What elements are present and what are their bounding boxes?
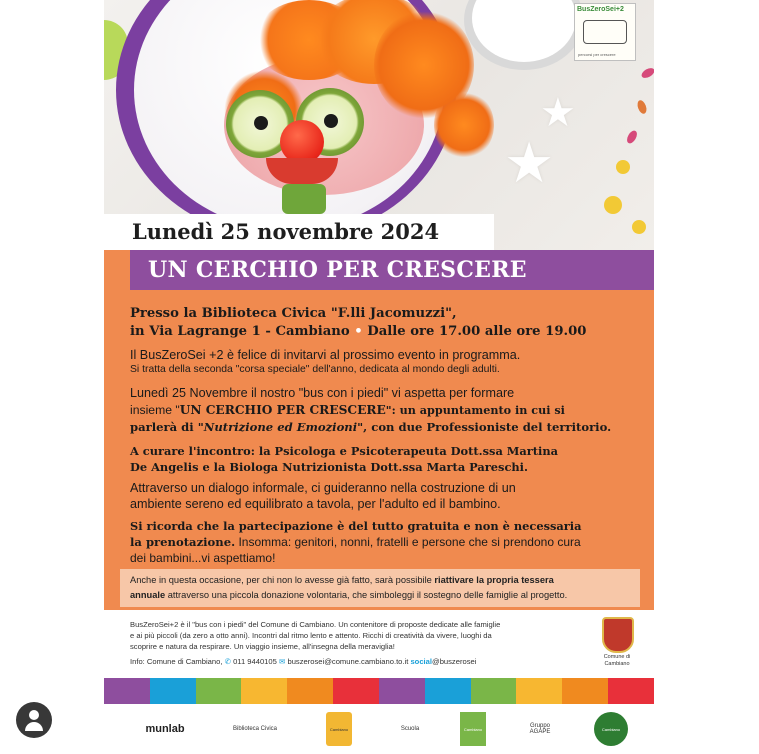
munlab-logo <box>130 712 200 746</box>
petal-decoration <box>640 66 654 80</box>
clown-food-photo <box>104 0 654 250</box>
paragraph-2-line-2 <box>130 403 565 417</box>
location-line-2 <box>130 324 586 339</box>
contact-label: Info: Comune di Cambiano, <box>130 657 223 666</box>
star-decoration: ★ <box>504 131 555 194</box>
carrot-hair-side-right <box>434 90 494 160</box>
color-block <box>287 678 333 704</box>
intro-line-2: Si tratta della seconda "corsa speciale" dell'anno, dedicata al mondo degli adulti. <box>130 364 500 375</box>
paragraph-4-line-1: Attraverso un dialogo informale, ci guideranno nella costruzione di un <box>130 481 516 495</box>
date-bar <box>104 214 654 250</box>
petal-decoration <box>625 129 639 145</box>
partner-logos <box>104 704 654 754</box>
topic-mention: Nutrizione ed Emozioni <box>203 420 358 434</box>
intro-line-1: Il BusZeroSei +2 è felice di invitarvi al prossimo evento in programma. <box>130 348 521 362</box>
account-avatar-icon[interactable] <box>16 702 52 738</box>
info-line-2: e ai più piccoli (da zero a otto anni). Incontri dal ritmo lento e attento. Ricchi di creatività da vivere, luoghi da <box>130 631 492 640</box>
note-line-2 <box>130 590 567 600</box>
paragraph-3-line-2: De Angelis e la Biologa Nutrizionista Dott.ssa Marta Pareschi. <box>130 460 528 474</box>
agape-logo <box>522 712 558 746</box>
phone-number: 011 9440105 <box>233 657 277 666</box>
text-segment: annuale <box>130 590 166 600</box>
biblioteca-logo <box>232 712 278 746</box>
pupil <box>324 114 338 128</box>
logo-label: munlab <box>145 723 185 735</box>
social-handle: @buszerosei <box>431 657 477 666</box>
logo-subtitle: percorsi per crescere <box>578 52 616 57</box>
event-date: Lunedì 25 novembre 2024 <box>132 219 440 244</box>
cambiano-crest-icon <box>602 617 634 653</box>
color-block <box>241 678 287 704</box>
phone-icon: ✆ <box>224 657 231 666</box>
paragraph-5-line-3: dei bambini...vi aspettiamo! <box>130 551 276 565</box>
info-section <box>104 610 654 678</box>
logo-label: Scuola <box>400 726 420 732</box>
logo-label: Cambiano <box>601 726 621 732</box>
yellow-flower <box>616 160 630 174</box>
color-strip <box>104 678 654 704</box>
membership-note <box>120 569 640 607</box>
social-label: social <box>410 657 432 666</box>
location-address: in Via Lagrange 1 - Cambiano <box>130 324 350 339</box>
paragraph-2-line-1: Lunedì 25 Novembre il nostro "bus con i piedi" vi aspetta per formare <box>130 386 515 400</box>
logo-label: Biblioteca Civica <box>232 726 278 732</box>
event-poster <box>104 0 654 754</box>
text-segment: insieme " <box>130 403 180 417</box>
text-segment: ": un appuntamento in cui si <box>385 403 565 417</box>
color-block <box>150 678 196 704</box>
color-block <box>562 678 608 704</box>
contact-line <box>130 657 476 666</box>
text-segment: Insomma: genitori, nonni, fratelli e persone che si prendono cura <box>235 535 581 549</box>
color-block <box>333 678 379 704</box>
pupil <box>254 116 268 130</box>
paragraph-4-line-2: ambiente sereno ed equilibrato a tavola, per l'adulto ed il bambino. <box>130 497 501 511</box>
logo-title: BusZeroSei+2 <box>577 6 624 13</box>
color-block <box>608 678 654 704</box>
buszerosei-logo <box>574 3 636 61</box>
color-block <box>196 678 242 704</box>
text-segment: riattivare la propria tessera <box>434 575 554 585</box>
yellow-flower <box>604 196 622 214</box>
avatar-head <box>29 710 39 720</box>
paragraph-5-line-1: Si ricorda che la partecipazione è del tutto gratuita e non è necessaria <box>130 519 582 533</box>
text-segment: Anche in questa occasione, per chi non lo avesse già fatto, sarà possibile <box>130 575 435 585</box>
title-band <box>104 250 654 290</box>
paragraph-3-line-1: A curare l'incontro: la Psicologa e Psicoterapeuta Dott.ssa Martina <box>130 444 559 458</box>
email-address: buszerosei@comune.cambiano.to.it <box>287 657 409 666</box>
logo-label: Cambiano <box>329 726 349 732</box>
color-block <box>516 678 562 704</box>
text-segment: attraverso una piccola donazione volontaria, che simboleggi il sostegno delle famiglie al progetto. <box>165 590 568 600</box>
crest-label: Comune di Cambiano <box>603 654 631 667</box>
scuola-logo <box>392 712 428 746</box>
bullet-separator: • <box>354 324 368 339</box>
color-block <box>379 678 425 704</box>
star-decoration: ★ <box>540 91 576 135</box>
email-icon: ✉ <box>278 657 286 666</box>
text-segment: la prenotazione. <box>130 535 236 549</box>
event-description <box>104 290 654 610</box>
avatar-body <box>25 722 43 731</box>
round-logo <box>594 712 628 746</box>
cucumber-bowtie <box>282 184 326 214</box>
color-block <box>425 678 471 704</box>
green-logo <box>460 712 486 746</box>
logo-label: Cambiano <box>463 726 483 732</box>
text-segment: ", con due Professioniste del territorio. <box>357 420 612 434</box>
petal-decoration <box>636 99 648 115</box>
logo-label: Gruppo AGAPE <box>529 723 551 735</box>
paragraph-2-line-3 <box>130 420 611 434</box>
paragraph-5-line-2 <box>130 535 581 549</box>
event-title: UN CERCHIO PER CRESCERE <box>148 257 527 283</box>
note-line-1 <box>130 575 554 585</box>
info-line-1: BusZeroSei+2 è il "bus con i piedi" del Comune di Cambiano. Un contenitore di proposte dedicate alle famiglie <box>130 620 501 629</box>
cambiano-badge-logo <box>326 712 352 746</box>
color-block <box>104 678 150 704</box>
event-time: Dalle ore 17.00 alle ore 19.00 <box>367 324 587 339</box>
location-line-1: Presso la Biblioteca Civica "F.lli Jacomuzzi", <box>130 306 457 321</box>
info-line-3: scoprire e natura da respirare. Un viaggio insieme, all'insegna della meraviglia! <box>130 642 395 651</box>
color-block <box>471 678 517 704</box>
title-mention: UN CERCHIO PER CRESCERE <box>179 403 386 417</box>
bus-drawing <box>583 20 627 44</box>
text-segment: parlerà di " <box>130 420 204 434</box>
